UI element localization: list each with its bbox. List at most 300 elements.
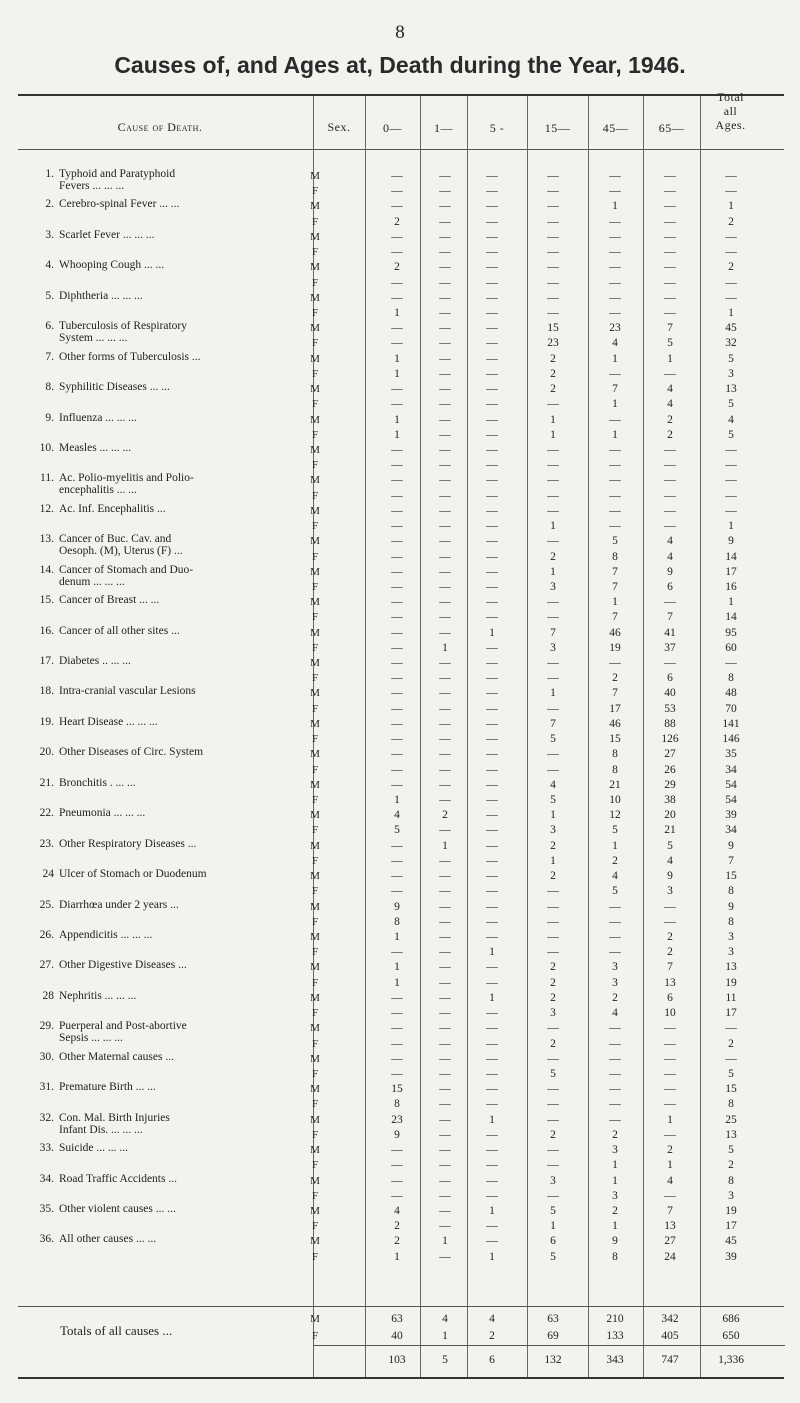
table-cell: —	[439, 1052, 451, 1065]
table-cell: —	[486, 931, 498, 943]
table-cell: 1	[489, 626, 495, 639]
table-cell: 34	[725, 763, 737, 776]
table-cell: —	[486, 1007, 498, 1020]
table-cell: 1	[550, 809, 556, 822]
table-cell: —	[439, 748, 451, 761]
sex-cell: M	[310, 839, 320, 852]
table-cell: 8	[728, 1174, 734, 1187]
table-cell: —	[486, 383, 498, 396]
table-cell: —	[547, 611, 559, 624]
cause-number: 23.	[39, 837, 54, 850]
table-cell: —	[486, 702, 498, 715]
table-cell: 23	[391, 1113, 403, 1126]
table-cell: 4	[394, 809, 400, 822]
table-cell: —	[486, 246, 498, 259]
sex-cell: F	[311, 733, 319, 746]
table-cell: —	[609, 443, 621, 456]
table-cell: —	[439, 398, 451, 411]
table-cell: 1	[489, 946, 495, 959]
grand-total-cell: 103	[388, 1354, 406, 1366]
header-total	[703, 90, 758, 132]
table-cell: —	[486, 215, 498, 228]
table-cell: 5	[612, 535, 618, 548]
table-cell: 1	[612, 1174, 618, 1187]
table-cell: —	[391, 626, 403, 639]
cause-number: 30.	[39, 1050, 54, 1063]
sex-cell: M	[310, 230, 320, 243]
table-cell: —	[439, 337, 451, 350]
table-cell: —	[547, 291, 559, 304]
table-cell: —	[486, 443, 498, 456]
sex-cell: M	[310, 1144, 320, 1157]
cause-text: Diabetes .. ... ...	[59, 655, 131, 668]
table-cell: 7	[612, 611, 618, 624]
cause-label	[28, 1112, 298, 1136]
cause-label	[28, 412, 298, 425]
table-cell: 1	[550, 565, 556, 578]
table-cell: —	[486, 1022, 498, 1035]
table-cell: —	[664, 276, 676, 289]
table-cell: 10	[609, 794, 621, 807]
totals-sex-cell: F	[311, 1330, 319, 1342]
table-cell: —	[725, 246, 737, 259]
table-cell: —	[486, 733, 498, 746]
table-cell: —	[439, 687, 451, 700]
sex-cell: F	[311, 611, 319, 624]
table-cell: —	[664, 915, 676, 928]
table-cell: —	[391, 170, 403, 182]
table-cell: 1	[442, 641, 448, 654]
table-cell: —	[664, 246, 676, 259]
sex-cell: F	[311, 641, 319, 654]
header-age-2: 5 -	[489, 121, 505, 135]
table-cell: —	[391, 565, 403, 578]
table-cell: 1	[394, 306, 400, 319]
table-cell: —	[391, 596, 403, 609]
table-cell: 1	[489, 1250, 495, 1263]
cause-text: Cancer of all other sites ...	[59, 624, 180, 637]
totals-inner-rule	[313, 1345, 785, 1346]
sex-cell: F	[311, 185, 319, 198]
table-cell: —	[486, 1098, 498, 1111]
cause-number: 6.	[45, 320, 54, 333]
totals-cell: 69	[547, 1330, 559, 1342]
table-cell: —	[391, 611, 403, 624]
cause-text: All other causes ... ...	[59, 1233, 157, 1246]
cause-number: 34.	[39, 1172, 54, 1185]
table-cell: —	[391, 885, 403, 898]
table-cell: —	[391, 550, 403, 563]
cause-label	[28, 716, 298, 729]
table-cell: —	[547, 915, 559, 928]
cause-label	[28, 959, 298, 972]
totals-cell: 4	[489, 1313, 495, 1325]
sex-cell: M	[310, 870, 320, 883]
table-cell: —	[547, 306, 559, 319]
table-cell: 1	[612, 596, 618, 609]
table-cell: —	[486, 885, 498, 898]
cause-number: 28	[42, 989, 54, 1002]
sex-cell: M	[310, 1174, 320, 1187]
cause-text: Cerebro-spinal Fever ... ...	[59, 198, 180, 211]
table-cell: —	[486, 337, 498, 350]
header-age-3: 15—	[544, 121, 571, 135]
grand-total-cell: 5	[442, 1354, 448, 1366]
table-cell: —	[486, 428, 498, 441]
sex-cell: F	[311, 428, 319, 441]
table-cell: —	[664, 170, 676, 182]
table-cell: 3	[612, 961, 618, 974]
cause-label	[28, 807, 298, 820]
sex-cell: M	[310, 717, 320, 730]
column-divider	[527, 96, 528, 1377]
table-cell: —	[486, 398, 498, 411]
sex-cell: F	[311, 702, 319, 715]
sex-cell: F	[311, 580, 319, 593]
header-cause: Cause of Death.	[117, 120, 203, 134]
table-cell: 9	[728, 900, 734, 913]
table-cell: —	[486, 976, 498, 989]
table-cell: —	[439, 215, 451, 228]
table-cell: 2	[612, 1128, 618, 1141]
table-cell: —	[609, 367, 621, 380]
table-cell: —	[664, 1067, 676, 1080]
table-cell: 13	[664, 976, 676, 989]
table-cell: —	[439, 443, 451, 456]
table-cell: 17	[725, 1007, 737, 1020]
table-cell: 1	[394, 413, 400, 426]
table-cell: 3	[612, 976, 618, 989]
table-cell: 17	[725, 1220, 737, 1233]
table-cell: —	[439, 946, 451, 959]
table-cell: 7	[612, 580, 618, 593]
table-cell: 23	[609, 322, 621, 335]
table-cell: —	[664, 306, 676, 319]
table-cell: 1	[394, 794, 400, 807]
totals-cell: 63	[547, 1313, 559, 1325]
table-cell: —	[391, 702, 403, 715]
table-cell: —	[609, 246, 621, 259]
table-cell: 5	[550, 1067, 556, 1080]
cause-number: 24	[42, 868, 54, 881]
table-cell: 15	[547, 322, 559, 335]
table-cell: —	[547, 504, 559, 517]
table-cell: —	[486, 641, 498, 654]
grand-total-cell: 747	[661, 1354, 679, 1366]
totals-cell: 2	[489, 1330, 495, 1342]
table-cell: —	[439, 1220, 451, 1233]
table-cell: 20	[664, 809, 676, 822]
cause-number: 22.	[39, 807, 54, 820]
table-cell: 1	[612, 428, 618, 441]
table-cell: —	[609, 915, 621, 928]
table-cell: —	[391, 580, 403, 593]
table-cell: 24	[664, 1250, 676, 1263]
table-cell: —	[547, 200, 559, 213]
cause-label	[28, 746, 298, 759]
cause-text: System ... ... ...	[59, 332, 128, 345]
table-cell: 6	[667, 991, 673, 1004]
cause-number: 8.	[45, 381, 54, 394]
table-cell: 9	[394, 1128, 400, 1141]
sex-cell: F	[311, 976, 319, 989]
sex-cell: F	[311, 946, 319, 959]
table-cell: 15	[391, 1083, 403, 1096]
sex-cell: M	[310, 443, 320, 456]
table-cell: —	[609, 261, 621, 274]
table-cell: —	[725, 276, 737, 289]
table-cell: 1	[612, 1159, 618, 1172]
table-cell: —	[664, 459, 676, 472]
table-cell: —	[547, 1189, 559, 1202]
table-cell: —	[664, 900, 676, 913]
table-cell: —	[609, 306, 621, 319]
table-cell: —	[391, 1067, 403, 1080]
table-cell: —	[391, 1144, 403, 1157]
table-cell: —	[547, 489, 559, 502]
cause-label	[28, 533, 298, 557]
table-cell: —	[664, 520, 676, 533]
table-cell: —	[486, 535, 498, 548]
table-cell: —	[609, 230, 621, 243]
cause-text: Nephritis ... ... ...	[59, 989, 137, 1002]
cause-label	[28, 594, 298, 607]
table-cell: —	[547, 657, 559, 670]
table-cell: 2	[667, 413, 673, 426]
table-cell: —	[439, 824, 451, 837]
table-cell: 39	[725, 809, 737, 822]
cause-number: 14.	[39, 563, 54, 576]
totals-rule	[18, 1306, 784, 1307]
table-cell: 1	[394, 352, 400, 365]
table-cell: —	[439, 931, 451, 943]
grand-total-cell: 6	[489, 1354, 495, 1366]
table-cell: —	[391, 200, 403, 213]
table-cell: 5	[728, 1067, 734, 1080]
table-cell: —	[391, 1007, 403, 1020]
table-cell: —	[439, 535, 451, 548]
table-cell: 1	[442, 839, 448, 852]
table-cell: 1	[550, 687, 556, 700]
table-cell: 40	[664, 687, 676, 700]
cause-label	[28, 868, 298, 881]
cause-label	[28, 442, 298, 455]
cause-text: Scarlet Fever ... ... ...	[59, 228, 155, 241]
table-cell: 7	[612, 383, 618, 396]
table-cell: —	[486, 809, 498, 822]
sex-cell: F	[311, 215, 319, 228]
table-cell: 1	[394, 1250, 400, 1263]
table-cell: 1	[612, 352, 618, 365]
cause-text: Other violent causes ... ...	[59, 1202, 176, 1215]
cause-label	[28, 564, 298, 588]
table-cell: —	[486, 261, 498, 274]
sex-cell: F	[311, 672, 319, 685]
table-cell: 4	[394, 1204, 400, 1217]
table-cell: 9	[394, 900, 400, 913]
table-cell: 5	[394, 824, 400, 837]
table-cell: 2	[550, 1128, 556, 1141]
cause-number: 18.	[39, 685, 54, 698]
header-total-line2: all	[723, 104, 738, 118]
table-cell: —	[547, 215, 559, 228]
table-cell: —	[439, 1159, 451, 1172]
cause-text: Ac. Inf. Encephalitis ...	[59, 502, 166, 515]
table-cell: —	[486, 961, 498, 974]
table-cell: —	[439, 306, 451, 319]
table-cell: —	[547, 246, 559, 259]
table-cell: 1	[728, 520, 734, 533]
cause-text: Infant Dis. ... ... ...	[59, 1123, 143, 1136]
table-cell: 95	[725, 626, 737, 639]
cause-number: 21.	[39, 776, 54, 789]
column-divider	[700, 96, 701, 1377]
table-cell: 9	[728, 535, 734, 548]
cause-number: 27.	[39, 959, 54, 972]
table-cell: —	[391, 459, 403, 472]
table-cell: —	[609, 1037, 621, 1050]
table-cell: —	[439, 352, 451, 365]
cause-number: 35.	[39, 1202, 54, 1215]
table-cell: —	[439, 367, 451, 380]
table-cell: —	[439, 565, 451, 578]
table-cell: 15	[725, 1083, 737, 1096]
table-cell: 2	[550, 991, 556, 1004]
table-cell: —	[547, 474, 559, 487]
table-cell: 2	[550, 1037, 556, 1050]
sex-cell: F	[311, 398, 319, 411]
sex-cell: F	[311, 1098, 319, 1111]
sex-cell: F	[311, 550, 319, 563]
header-rule	[18, 149, 784, 150]
table-cell: 1	[550, 520, 556, 533]
cause-label	[28, 625, 298, 638]
cause-number: 31.	[39, 1081, 54, 1094]
table-cell: 7	[550, 717, 556, 730]
table-cell: 7	[667, 322, 673, 335]
table-cell: 2	[667, 946, 673, 959]
table-cell: —	[439, 580, 451, 593]
table-cell: 21	[664, 824, 676, 837]
table-cell: —	[439, 1204, 451, 1217]
table-cell: 5	[667, 337, 673, 350]
table-cell: 9	[728, 839, 734, 852]
table-cell: 46	[609, 626, 621, 639]
table-cell: —	[725, 443, 737, 456]
sex-cell: F	[311, 1007, 319, 1020]
table-cell: —	[439, 870, 451, 883]
table-cell: 5	[667, 839, 673, 852]
table-cell: —	[725, 474, 737, 487]
cause-label	[28, 655, 298, 668]
table-cell: —	[609, 1098, 621, 1111]
table-cell: 13	[725, 383, 737, 396]
table-cell: —	[547, 946, 559, 959]
cause-text: Puerperal and Post-abortive	[59, 1020, 187, 1033]
totals-cell: 4	[442, 1313, 448, 1325]
table-cell: 7	[550, 626, 556, 639]
sex-cell: M	[310, 657, 320, 670]
sex-cell: M	[310, 1052, 320, 1065]
cause-number: 10.	[39, 441, 54, 454]
table-cell: —	[725, 185, 737, 198]
cause-text: Tuberculosis of Respiratory	[59, 320, 187, 333]
table-cell: —	[547, 535, 559, 548]
cause-text: Syphilitic Diseases ... ...	[59, 381, 170, 394]
table-cell: —	[486, 778, 498, 791]
table-cell: —	[391, 657, 403, 670]
cause-label	[28, 929, 298, 942]
table-cell: —	[439, 1083, 451, 1096]
table-cell: —	[439, 1250, 451, 1263]
table-cell: —	[664, 367, 676, 380]
sex-cell: F	[311, 1250, 319, 1263]
table-cell: 14	[725, 611, 737, 624]
table-cell: 29	[664, 778, 676, 791]
cause-number: 7.	[45, 350, 54, 363]
cause-number: 1.	[45, 168, 54, 180]
table-cell: —	[609, 1113, 621, 1126]
table-cell: 8	[728, 915, 734, 928]
column-divider	[588, 96, 589, 1377]
table-cell: 5	[728, 1144, 734, 1157]
table-cell: —	[391, 489, 403, 502]
table-cell: —	[547, 230, 559, 243]
table-cell: 4	[667, 398, 673, 411]
table-cell: 13	[725, 1128, 737, 1141]
table-cell: —	[391, 717, 403, 730]
cause-text: Fevers ... ... ...	[59, 180, 125, 192]
cause-label	[28, 899, 298, 912]
table-cell: —	[609, 185, 621, 198]
sex-cell: F	[311, 1159, 319, 1172]
table-cell: 11	[725, 991, 737, 1004]
table-cell: 27	[664, 1235, 676, 1248]
table-cell: —	[439, 672, 451, 685]
table-cell: 2	[612, 672, 618, 685]
cause-number: 16.	[39, 624, 54, 637]
table-cell: —	[486, 1174, 498, 1187]
table-cell: —	[439, 991, 451, 1004]
cause-text: Cancer of Breast ... ...	[59, 594, 160, 607]
table-cell: —	[609, 1067, 621, 1080]
table-cell: —	[486, 413, 498, 426]
table-cell: 17	[725, 565, 737, 578]
table-cell: —	[725, 459, 737, 472]
sex-cell: F	[311, 1067, 319, 1080]
cause-label	[28, 503, 298, 516]
cause-text: Sepsis ... ... ...	[59, 1032, 123, 1045]
table-cell: —	[439, 763, 451, 776]
table-cell: 5	[550, 733, 556, 746]
table-cell: —	[486, 900, 498, 913]
table-cell: —	[439, 322, 451, 335]
cause-text: Whooping Cough ... ...	[59, 259, 165, 272]
header-total-line3: Ages.	[715, 118, 746, 132]
table-cell: —	[486, 1159, 498, 1172]
table-cell: —	[439, 961, 451, 974]
sex-cell: F	[311, 306, 319, 319]
table-cell: —	[664, 1128, 676, 1141]
header-age-5: 65—	[658, 121, 685, 135]
top-rule	[18, 94, 784, 96]
table-cell: —	[439, 291, 451, 304]
table-cell: —	[439, 885, 451, 898]
table-cell: 34	[725, 824, 737, 837]
sex-cell: M	[310, 352, 320, 365]
table-cell: —	[547, 276, 559, 289]
table-cell: 2	[550, 352, 556, 365]
